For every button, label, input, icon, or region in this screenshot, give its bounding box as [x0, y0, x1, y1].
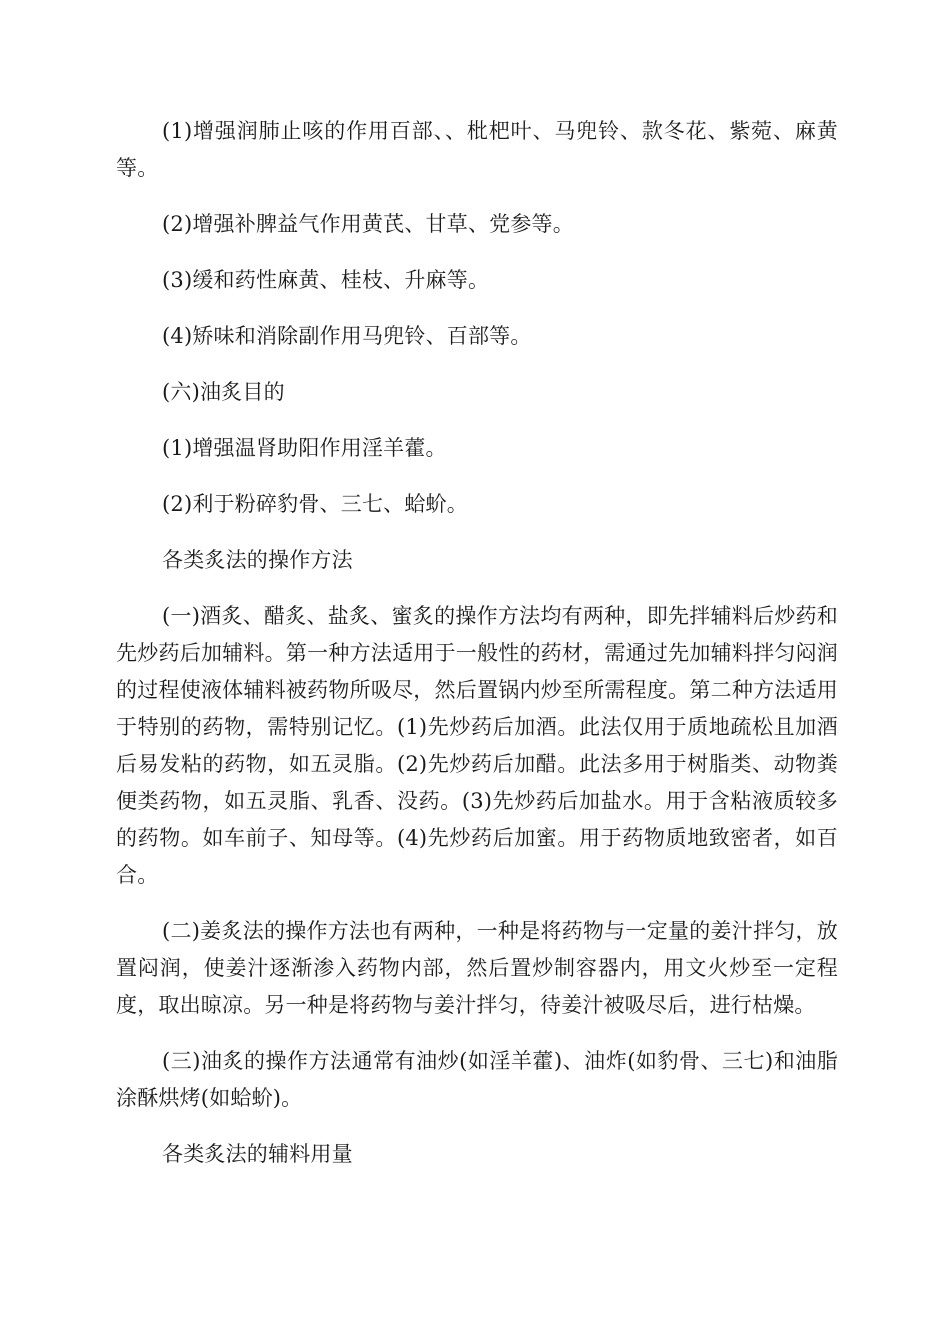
paragraph-3: (3)缓和药性麻黄、桂枝、升麻等。 — [162, 268, 490, 292]
paragraph-9: (一)酒炙、醋炙、盐炙、蜜炙的操作方法均有两种，即先拌辅料后炒药和先炒药后加辅料。第一种方法适用于一般性的药材，需通过先加辅料拌匀闷润的过程使液体辅料被药物所吸尽，然后置锅内炒至所需程度。第二种方法适用于特别的药物，需特别记忆。(1)先炒药后加酒。此法仅用于质地疏松且加酒后易发粘的药物，如五灵脂。(2)先炒药后加醋。此法多用于树脂类、动物粪便类药物，如五灵脂、乳香、没药。(3)先炒药后加盐水。用于含粘液质较多的药物。如车前子、知母等。(4)先炒药后加蜜。用于药物质地致密者，如百合。 — [116, 604, 838, 887]
paragraph-6: (1)增强温肾助阳作用淫羊藿。 — [162, 436, 447, 460]
paragraph-7: (2)利于粉碎豹骨、三七、蛤蚧。 — [162, 492, 468, 516]
document-body — [116, 113, 838, 1192]
paragraph-11: (三)油炙的操作方法通常有油炒(如淫羊藿)、油炸(如豹骨、三七)和油脂涂酥烘烤(如蛤蚧)。 — [116, 1049, 838, 1110]
section-heading-oil-roasting-purpose: (六)油炙目的 — [162, 380, 285, 404]
paragraph-1: (1)增强润肺止咳的作用百部、、枇杷叶、马兜铃、款冬花、紫菀、麻黄等。 — [116, 119, 838, 180]
section-heading-operation-methods: 各类炙法的操作方法 — [162, 548, 353, 572]
section-heading-auxiliary-dosage: 各类炙法的辅料用量 — [162, 1142, 353, 1166]
paragraph-4: (4)矫味和消除副作用马兜铃、百部等。 — [162, 324, 532, 348]
paragraph-2: (2)增强补脾益气作用黄芪、甘草、党参等。 — [162, 212, 574, 236]
paragraph-10: (二)姜炙法的操作方法也有两种，一种是将药物与一定量的姜汁拌匀，放置闷润，使姜汁逐渐渗入药物内部，然后置炒制容器内，用文火炒至一定程度，取出晾凉。另一种是将药物与姜汁拌匀，待姜汁被吸尽后，进行枯燥。 — [116, 919, 838, 1017]
